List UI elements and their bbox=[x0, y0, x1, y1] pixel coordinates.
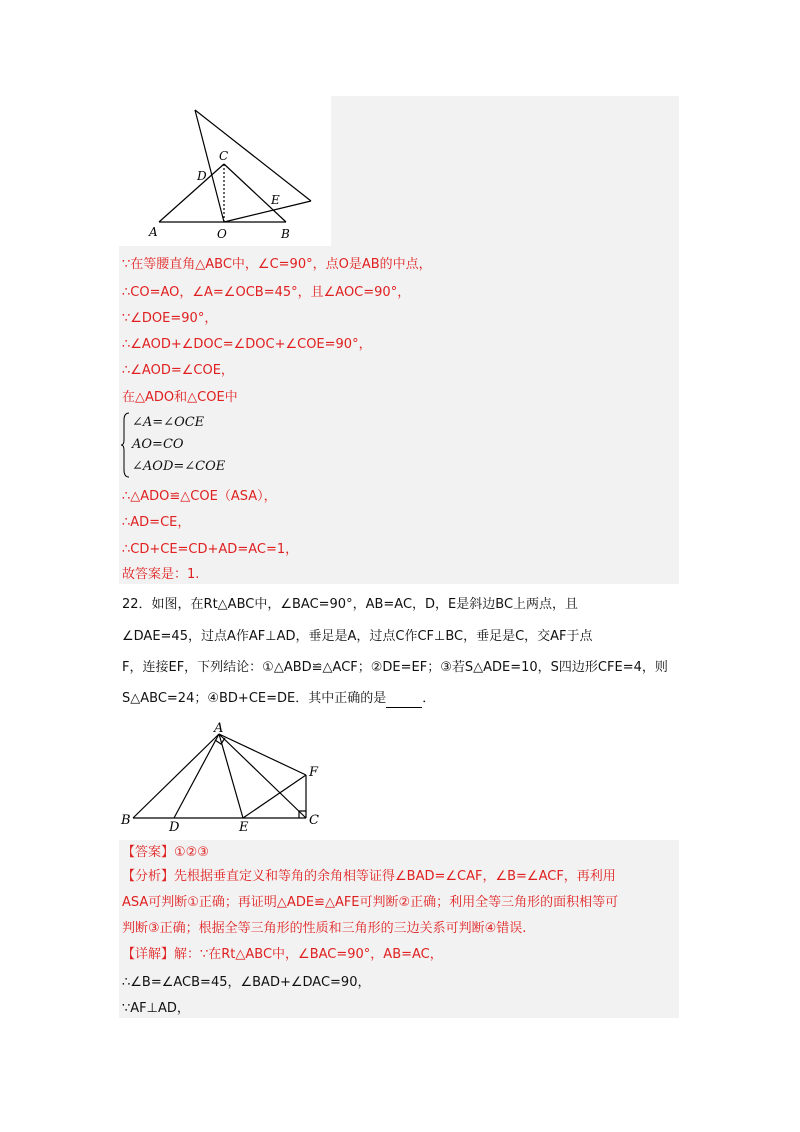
segment-top-right bbox=[195, 110, 311, 201]
solution-line-8: ∴AD=CE， bbox=[122, 515, 191, 530]
answer-blank bbox=[386, 695, 422, 708]
system-brace bbox=[120, 412, 130, 478]
solution-line-7: ∴△ADO≌△COE（ASA）， bbox=[122, 489, 277, 504]
question-line-4 bbox=[122, 690, 435, 708]
solution-line-2: ∴CO=AO，∠A=∠OCB=45°，且∠AOC=90°， bbox=[122, 285, 411, 300]
label-D: D bbox=[169, 820, 180, 832]
segment-AE bbox=[219, 734, 243, 818]
label-A: A bbox=[214, 721, 224, 736]
figure-2 bbox=[119, 720, 329, 832]
system-eq-3: ∠AOD=∠COE bbox=[132, 459, 226, 474]
label-A: A bbox=[149, 225, 158, 239]
question-line-4-end: ． bbox=[422, 691, 436, 706]
label-E: E bbox=[239, 820, 249, 832]
detail-line-2: ∴∠B=∠ACB=45，∠BAD+∠DAC=90， bbox=[122, 975, 371, 990]
segment-AC bbox=[159, 164, 224, 222]
detail-line-3: ∵AF⊥AD， bbox=[122, 1001, 190, 1016]
segment-DO bbox=[195, 110, 224, 222]
segment-AF bbox=[219, 734, 306, 775]
system-eq-2: AO=CO bbox=[132, 437, 184, 452]
label-D: D bbox=[197, 169, 207, 183]
detail-line-1: 【详解】解：∵在Rt△ABC中，∠BAC=90°，AB=AC， bbox=[122, 947, 443, 962]
question-line-1: 22．如图，在Rt△ABC中，∠BAC=90°，AB=AC，D，E是斜边BC上两点，且 bbox=[122, 597, 579, 612]
segment-AB bbox=[133, 734, 219, 818]
solution-line-5: ∴∠AOD=∠COE， bbox=[122, 363, 234, 378]
analysis-line-3: 判断③正确；根据全等三角形的性质和三角形的三边关系可判断④错误. bbox=[122, 921, 527, 936]
label-C: C bbox=[309, 813, 319, 828]
question-line-3: F，连接EF，下列结论：①△ABD≌△ACF；②DE=EF；③若S△ADE=10，S四边形CFE=4，则 bbox=[122, 660, 668, 675]
analysis-line-1: 【分析】先根据垂直定义和等角的余角相等证得∠BAD=∠CAF，∠B=∠ACF，再利用 bbox=[122, 869, 616, 884]
label-B: B bbox=[121, 813, 131, 828]
label-C: C bbox=[219, 149, 229, 163]
label-E: E bbox=[271, 193, 280, 207]
label-B: B bbox=[281, 227, 290, 241]
question-line-4-text: S△ABC=24；④BD+CE=DE．其中正确的是 bbox=[122, 691, 387, 706]
solution-line-10: 故答案是：1. bbox=[122, 567, 200, 582]
solution-line-1: ∵在等腰直角△ABC中，∠C=90°，点O是AB的中点， bbox=[122, 257, 432, 272]
geometry-figure-1 bbox=[119, 96, 331, 246]
segment-AD bbox=[174, 734, 219, 818]
solution-line-6: 在△ADO和△COE中 bbox=[122, 390, 238, 405]
solution-line-3: ∵∠DOE=90°， bbox=[122, 311, 218, 326]
geometry-figure-2 bbox=[119, 720, 329, 832]
figure-1 bbox=[119, 96, 331, 246]
solution-line-9: ∴CD+CE=CD+AD=AC=1， bbox=[122, 542, 299, 557]
answer-line: 【答案】①②③ bbox=[122, 845, 209, 860]
solution-line-4: ∴∠AOD+∠DOC=∠DOC+∠COE=90°， bbox=[122, 337, 372, 352]
segment-FE bbox=[243, 775, 306, 818]
label-F: F bbox=[309, 765, 319, 780]
question-line-2: ∠DAE=45，过点A作AF⊥AD，垂足是A，过点C作CF⊥BC，垂足是C，交AF于点 bbox=[122, 629, 593, 644]
label-O: O bbox=[217, 227, 227, 241]
analysis-line-2: ASA可判断①正确；再证明△ADE≌△AFE可判断②正确；利用全等三角形的面积相等可 bbox=[122, 895, 619, 910]
system-eq-1: ∠A=∠OCE bbox=[132, 415, 205, 430]
